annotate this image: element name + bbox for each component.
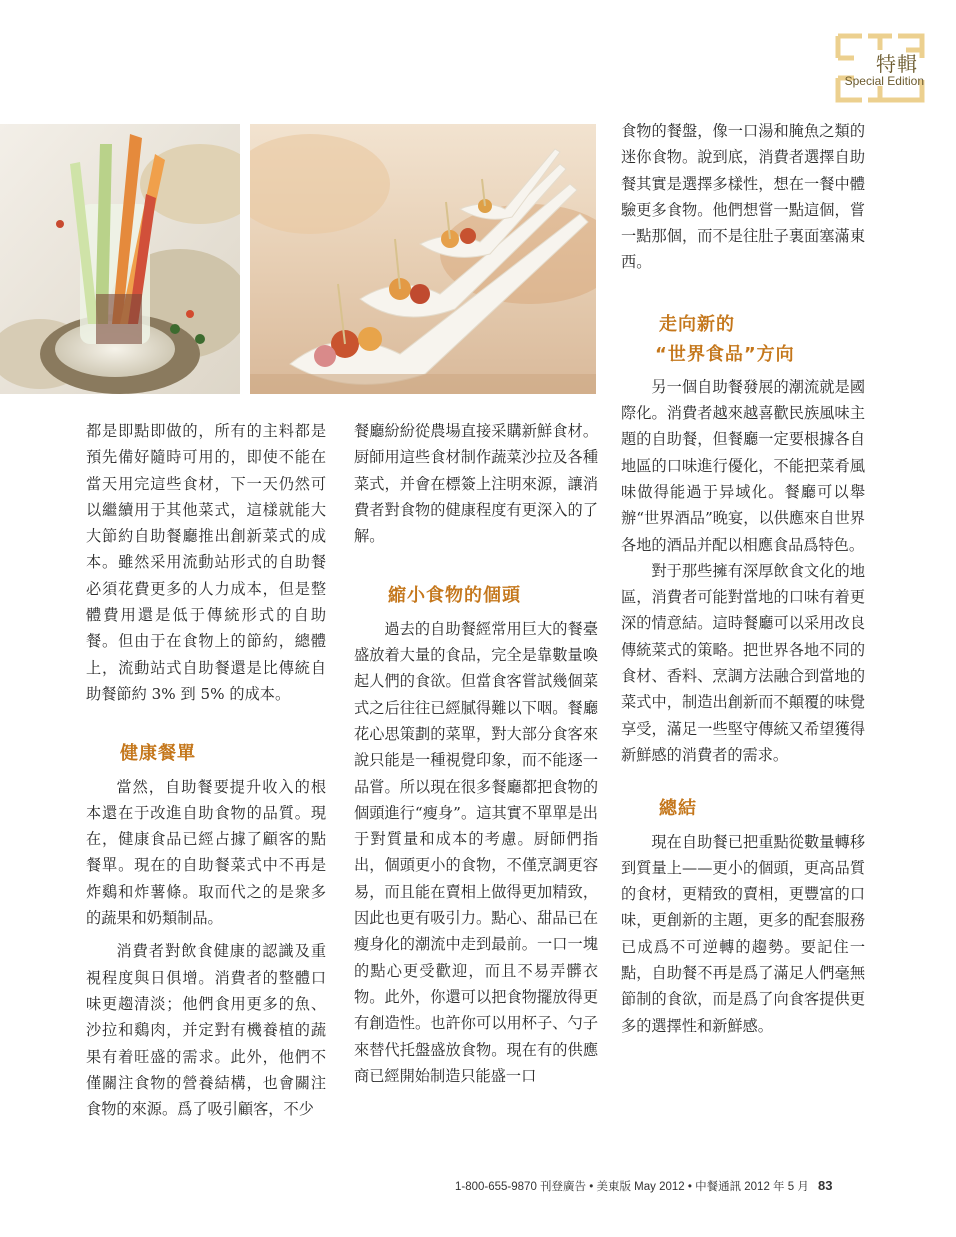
middle-column: [354, 418, 598, 1089]
left-column: [86, 418, 326, 1122]
paragraph: 都是即點即做的，所有的主料都是預先備好隨時可用的，即使不能在當天用完這些食材，下一天仍然可以繼續用于其他菜式，這樣就能大大節約自助餐廳推出創新菜式的成本。雖然采用流動站形式的自助餐必須花費更多的人力成本，但是整體費用還是低于傳統形式的自助餐。但由于在食物上的節約，總體上，流動站式自助餐還是比傳統自助餐節約 3% 到 5% 的成本。: [86, 422, 326, 703]
heading-world-food-line1: 走向新的: [659, 313, 735, 335]
paragraph: 現在自助餐已把重點從數量轉移到質量上——更小的個頭，更高品質的食材，更精致的賣相，更豐富的口味，更創新的主題，更多的配套服務已成爲不可逆轉的趨勢。要記住一點，自助餐不再是爲了滿足人們毫無節制的食欲，而是爲了向食客提供更多的選擇性和新鮮感。: [621, 832, 865, 1035]
paragraph: 當然，自助餐要提升收入的根本還在于改進自助食物的品質。現在，健康食品已經占據了顧客的點餐單。現在的自助餐菜式中不再是炸鷄和炸薯條。取而代之的是衆多的蔬果和奶類制品。: [86, 777, 326, 928]
badge-title: 特輯: [876, 52, 918, 76]
heading-summary: 總結: [659, 798, 697, 820]
paragraph: 過去的自助餐經常用巨大的餐臺盛放着大量的食品，完全是靠數量喚起人們的食欲。但當食客嘗試幾個菜式之后往往已經膩得難以下咽。餐廳花心思策劃的菜單，對大部分食客來說只能是一種視覺印象，而不能逐一品嘗。所以現在很多餐廳都把食物的個頭進行“瘦身”。這其實不單單是出于對質量和成本的考慮。厨師們指出，個頭更小的食物，不僅烹調更容易，而且能在賣相上做得更加精致，因此也更有吸引力。點心、甜品已在瘦身化的潮流中走到最前。一口一塊的點心更受歡迎，而且不易弄髒衣物。此外，你還可以把食物擺放得更有創造性。也許你可以用杯子、勺子來替代托盤盛放食物。現在有的供應商已經開始制造只能盛一口: [354, 619, 598, 1085]
page-footer: [455, 1178, 833, 1194]
heading-world-food-line2: “世界食品”方向: [655, 343, 795, 365]
paragraph: 另一個自助餐發展的潮流就是國際化。消費者越來越喜歡民族風味主題的自助餐，但餐廳一定要根據各自地區的口味進行優化，不能把菜肴風味做得能過于异域化。餐廳可以舉辦“世界酒品”晚宴，以供應來自世界各地的酒品并配以相應食品爲特色。: [621, 377, 865, 554]
appetizer-spoons-photo: [250, 124, 596, 394]
paragraph: 對于那些擁有深厚飲食文化的地區，消費者可能對當地的口味有着更深的情意結。這時餐廳可以采用改良傳統菜式的策略。把世界各地不同的食材、香料、烹調方法融合到當地的菜式中，制造出創新而不顛覆的味覺享受，滿足一些堅守傳統又希望獲得新鮮感的消費者的需求。: [621, 561, 865, 764]
footer-text: 1-800-655-9870 刊登廣告 • 美東版 May 2012 • 中餐通訊 2012 年 5 月: [455, 1181, 809, 1193]
special-edition-badge: [832, 28, 928, 108]
right-column: [621, 118, 865, 1039]
heading-shrink-portions: 縮小食物的個頭: [388, 585, 521, 607]
paragraph: 食物的餐盤，像一口湯和腌魚之類的迷你食物。說到底，消費者選擇自助餐其實是選擇多樣性，想在一餐中體驗更多食物。他們想嘗一點這個，嘗一點那個，而不是往肚子裏面塞滿東西。: [621, 122, 865, 272]
heading-health-menu: 健康餐單: [120, 743, 196, 765]
badge-subtitle: Special Edition: [844, 74, 924, 88]
paragraph: 消費者對飲食健康的認識及重視程度與日俱增。消費者的整體口味更趨清淡；他們食用更多的魚、沙拉和鷄肉，并定對有機養植的蔬果有着旺盛的需求。此外，他們不僅關注食物的營養結構，也會關注食物的來源。爲了吸引顧客，不少: [86, 942, 326, 1119]
paragraph: 餐廳紛紛從農場直接采購新鮮食材。厨師用這些食材制作蔬菜沙拉及各種菜式，并會在標簽上注明來源，讓消費者對食物的健康程度有更深入的了解。: [354, 422, 598, 546]
vegetable-cup-photo: [0, 124, 240, 394]
page-number: 83: [818, 1178, 833, 1193]
